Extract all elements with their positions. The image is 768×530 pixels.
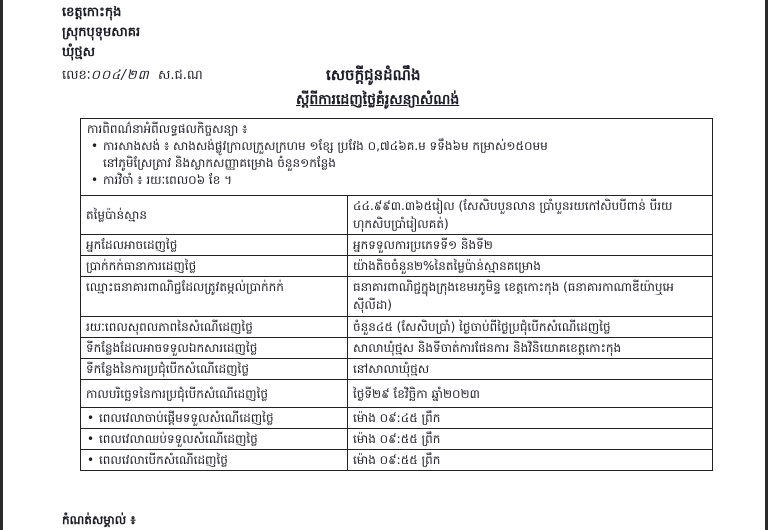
row-value: ម៉ោង ០៩:៥៥ ព្រឹក: [348, 429, 713, 450]
table-row: [81, 277, 713, 317]
header-commune: ឃុំថ្មស: [62, 45, 96, 60]
row-label: ទីកន្លែងនៃការប្រជុំបើកសំណើដេញថ្លៃ: [81, 359, 348, 380]
row-value: នៅសាលាឃុំថ្មស: [348, 359, 713, 380]
table-row: [81, 450, 713, 471]
row-label: • ពេលវេលាចាប់ផ្ដើមទទួលសំណើដេញថ្លៃ: [81, 408, 348, 429]
row-value: ៤៤.៩៩៣.៣៦៥រៀល (សែសិបបួនលាន ប្រាំបួនរយកៅសិបបីពាន់ បីរយហុកសិបប្រាំរៀលគត់): [348, 196, 713, 235]
work-description-continued: នៅភូមិស្រែត្រាវ និងស្លាកសញ្ញាគម្រោង ចំនួន១កន្លែង: [103, 156, 336, 170]
row-value: យ៉ាងតិចចំនួន២%នៃតម្លៃប៉ាន់ស្មានគម្រោង: [348, 256, 713, 277]
table-row: [81, 317, 713, 338]
row-label: ឈ្មោះធនាគារពាណិជ្ជដែលត្រូវតម្កល់ប្រាក់កក់: [81, 277, 348, 317]
contract-description-box: [80, 118, 713, 195]
row-value: អ្នកទទួលការប្រភេទទី១ និងទី២: [348, 235, 713, 256]
reference-suffix: ស.ជ.ណ: [157, 68, 203, 83]
row-value: ធនាគារពាណិជ្ជក្នុងក្រុងខេមរភូមិន្ទ ខេត្តកោះកុង (ធនាគារកាណាឌីយ៉ាឬអេស៊ីលីដា): [348, 277, 713, 317]
reference-value: ០០៤/២៣: [90, 68, 150, 83]
row-value: ថ្ងៃទី២៩ ខែវិច្ឆិកា ឆ្នាំ២០២៣: [348, 380, 713, 408]
header-district: ស្រុកបុទុមសាគរ: [62, 25, 141, 40]
table-row: [81, 359, 713, 380]
table-row: [81, 429, 713, 450]
description-heading: ការពិពណ៌នាអំពីលទ្ធផលកិច្ចសន្យា ៖: [87, 122, 248, 136]
reference-prefix: លេខៈ: [62, 68, 91, 83]
work-description: • ការសាងសង់ ៖ សាងសង់ផ្លូវក្រាលក្រួសក្រហម ១ខ្សែ ប្រវែង ០,៧៤៦គ.ម ទទឹង៦ម កម្រាស់១៥០មម: [87, 138, 706, 155]
table-row: [81, 196, 713, 235]
document-title: សេចក្ដីជូនដំណឹង: [326, 66, 421, 84]
header-province: ខេត្តកោះកុង: [62, 5, 122, 20]
table-row: [81, 256, 713, 277]
reference-number: [62, 67, 203, 86]
table-row: [81, 380, 713, 408]
table-row: [81, 338, 713, 359]
document-subtitle: ស្ដីពីការដេញថ្លៃគំរូសន្យាសំណង់: [296, 92, 460, 108]
row-label: • ពេលវេលាបើកសំណើដេញថ្លៃ: [81, 450, 348, 471]
row-label: កាលបរិច្ឆេទនៃការប្រជុំបើកសំណើដេញថ្លៃ: [81, 380, 348, 408]
row-label: តម្លៃប៉ាន់ស្មាន: [81, 196, 348, 235]
row-label: ទីកន្លែងដែលអាចទទួលឯកសារដេញថ្លៃ: [81, 338, 348, 359]
footnote-label: កំណត់សម្គាល់ ៖: [62, 513, 136, 527]
table-row: [81, 235, 713, 256]
row-value: ម៉ោង ០៩:៥៥ ព្រឹក: [348, 450, 713, 471]
row-value: ចំនួន៤៥ (សែសិបប្រាំ) ថ្ងៃចាប់ពីថ្ងៃប្រជុំបើកសំណើដេញថ្លៃ: [348, 317, 713, 338]
duration-item: • ការវិចាំ ៖ រយៈពេល០៦ ខែ ។: [87, 172, 706, 189]
table-row: [81, 408, 713, 429]
bid-details-table: [80, 195, 713, 471]
row-value: សាលាឃុំថ្មស និងទីចាត់ការផែនការ និងវិនិយោគខេត្តកោះកុង: [348, 338, 713, 359]
row-label: ប្រាក់កក់ធានាការដេញថ្លៃ: [81, 256, 348, 277]
row-label: អ្នកដែលអាចដេញថ្លៃ: [81, 235, 348, 256]
scan-border-left: [0, 0, 3, 530]
row-label: • ពេលវេលាឈប់ទទួលសំណើដេញថ្លៃ: [81, 429, 348, 450]
row-label: រយៈពេលសុពលភាពនៃសំណើដេញថ្លៃ: [81, 317, 348, 338]
row-value: ម៉ោង ០៩:៤៥ ព្រឹក: [348, 408, 713, 429]
